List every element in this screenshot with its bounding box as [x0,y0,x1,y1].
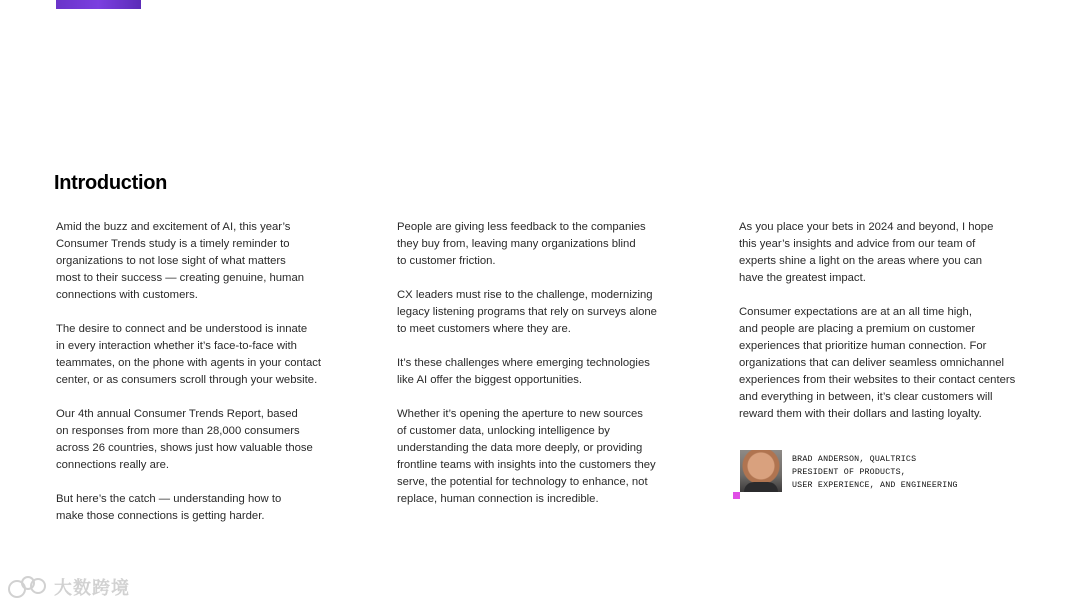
paragraph: The desire to connect and be understood is innate in every interaction whether it’s face-to-face with teammates, on the phone with agents in your contact center, or as consumers scroll through your website. [56,323,322,386]
watermark [8,574,130,600]
paragraph: Whether it’s opening the aperture to new sources of customer data, unlocking intelligence by understanding the data more deeply, or providing frontline teams with insights into the customers they serve, the potential for technology to enhance, not replace, human connection is incredible. [397,408,656,505]
text-column-2 [397,219,697,525]
paragraph: Our 4th annual Consumer Trends Report, based on responses from more than 28,000 consumers across 26 countries, shows just how valuable those connections really are. [56,408,313,471]
text-column-3 [739,219,1039,440]
author-role: PRESIDENT OF PRODUCTS, [792,468,906,477]
page-title: Introduction [54,172,168,194]
author-byline [733,450,1053,502]
paragraph: People are giving less feedback to the companies they buy from, leaving many organizations blind to customer friction. [397,221,646,267]
paragraph: CX leaders must rise to the challenge, modernizing legacy listening programs that rely on surveys alone to meet customers where they are. [397,289,657,335]
decorative-accent-square [733,492,740,499]
paragraph: But here’s the catch — understanding how to make those connections is getting harder. [56,493,282,522]
watermark-text: 大数跨境 [54,578,130,599]
paragraph: It’s these challenges where emerging technologies like AI offer the biggest opportunities. [397,357,650,386]
paragraph: As you place your bets in 2024 and beyond, I hope this year’s insights and advice from our team of experts shine a light on the areas where you can have the greatest impact. [739,221,994,284]
author-photo-shirt [744,482,778,492]
author-text [792,453,958,492]
text-column-1 [56,219,356,542]
paragraph: Amid the buzz and excitement of AI, this year’s Consumer Trends study is a timely reminder to organizations to not lose sight of what matters most to their success — creating genuine, human connections with customers. [56,221,305,301]
decorative-color-swatch [56,0,141,9]
author-role: USER EXPERIENCE, AND ENGINEERING [792,481,958,490]
author-photo [740,450,782,492]
watermark-logo-icon [8,576,48,598]
author-name: BRAD ANDERSON, QUALTRICS [792,455,917,464]
paragraph: Consumer expectations are at an all time high, and people are placing a premium on customer experiences that prioritize human connection. For organizations that can deliver seamless omnichannel experiences from their websites to their contact centers and everything in between, it’s clear customers will reward them with their dollars and lasting loyalty. [739,306,1016,420]
